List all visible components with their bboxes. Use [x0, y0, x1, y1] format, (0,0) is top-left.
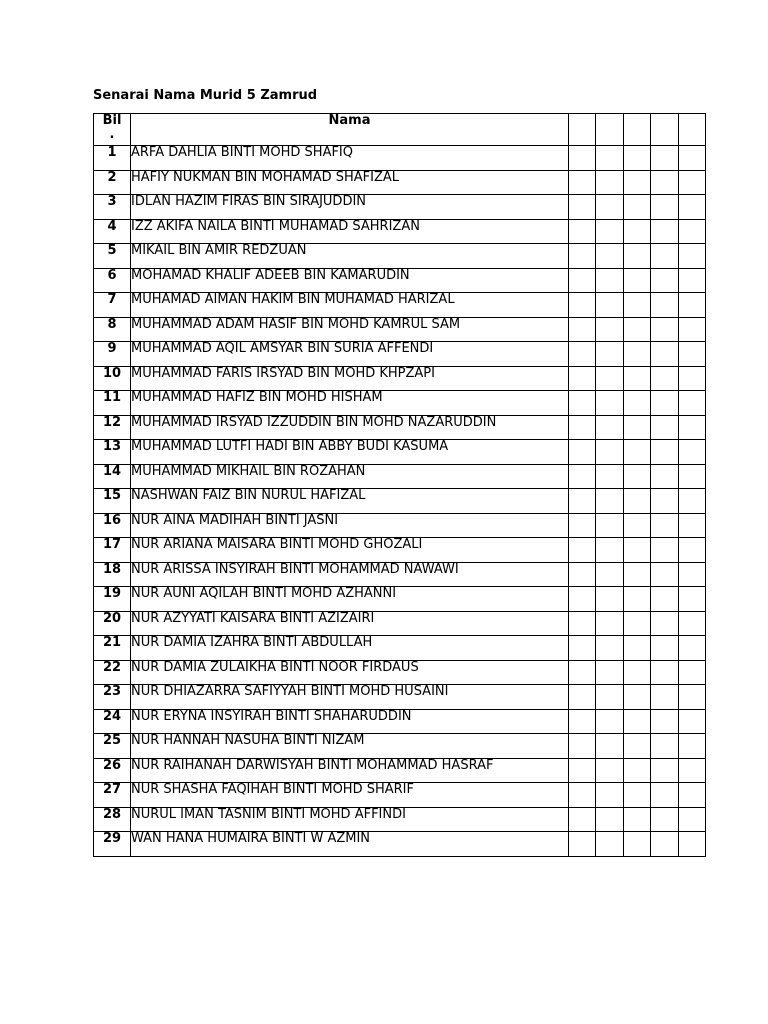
check-cell[interactable]	[651, 538, 678, 563]
check-cell[interactable]	[569, 660, 596, 685]
check-cell[interactable]	[596, 685, 623, 710]
check-cell[interactable]	[623, 195, 650, 220]
check-cell[interactable]	[651, 611, 678, 636]
header-bil	[94, 114, 131, 146]
check-cell[interactable]	[623, 660, 650, 685]
check-cell[interactable]	[596, 464, 623, 489]
table-row	[94, 293, 706, 318]
check-cell[interactable]	[651, 783, 678, 808]
check-cell[interactable]	[651, 832, 678, 857]
check-cell[interactable]	[678, 489, 705, 514]
check-cell[interactable]	[596, 660, 623, 685]
check-cell[interactable]	[651, 391, 678, 416]
check-cell[interactable]	[651, 293, 678, 318]
check-cell[interactable]	[569, 317, 596, 342]
check-cell[interactable]	[596, 832, 623, 857]
check-cell[interactable]	[596, 783, 623, 808]
check-cell[interactable]	[569, 709, 596, 734]
check-cell[interactable]	[651, 685, 678, 710]
row-number: 20	[94, 611, 131, 636]
check-cell[interactable]	[678, 807, 705, 832]
row-number: 24	[94, 709, 131, 734]
table-row	[94, 489, 706, 514]
check-cell[interactable]	[569, 268, 596, 293]
table-row	[94, 734, 706, 759]
student-name: NUR RAIHANAH DARWISYAH BINTI MOHAMMAD HASRAF	[131, 758, 569, 783]
row-number: 12	[94, 415, 131, 440]
check-cell[interactable]	[569, 538, 596, 563]
student-name: NUR DAMIA IZAHRA BINTI ABDULLAH	[131, 636, 569, 661]
check-cell[interactable]	[678, 611, 705, 636]
check-cell[interactable]	[569, 513, 596, 538]
check-cell[interactable]	[596, 611, 623, 636]
student-name: ARFA DAHLIA BINTI MOHD SHAFIQ	[131, 146, 569, 171]
check-cell[interactable]	[569, 342, 596, 367]
student-name: MOHAMAD KHALIF ADEEB BIN KAMARUDIN	[131, 268, 569, 293]
check-cell[interactable]	[569, 734, 596, 759]
check-cell[interactable]	[678, 170, 705, 195]
row-number: 4	[94, 219, 131, 244]
check-cell[interactable]	[623, 807, 650, 832]
check-cell[interactable]	[651, 366, 678, 391]
check-cell[interactable]	[651, 440, 678, 465]
check-cell[interactable]	[651, 489, 678, 514]
check-cell[interactable]	[678, 636, 705, 661]
row-number: 8	[94, 317, 131, 342]
check-cell[interactable]	[569, 415, 596, 440]
check-cell[interactable]	[623, 832, 650, 857]
student-name: MUHAMMAD HAFIZ BIN MOHD HISHAM	[131, 391, 569, 416]
check-cell[interactable]	[623, 440, 650, 465]
check-cell[interactable]	[651, 268, 678, 293]
student-name: MUHAMMAD IRSYAD IZZUDDIN BIN MOHD NAZARUDDIN	[131, 415, 569, 440]
check-cell[interactable]	[651, 219, 678, 244]
check-cell[interactable]	[623, 219, 650, 244]
table-row	[94, 636, 706, 661]
check-cell[interactable]	[623, 489, 650, 514]
check-cell[interactable]	[596, 293, 623, 318]
check-cell[interactable]	[678, 195, 705, 220]
check-cell[interactable]	[623, 415, 650, 440]
table-row	[94, 758, 706, 783]
row-number: 16	[94, 513, 131, 538]
student-name: NUR AINA MADIHAH BINTI JASNI	[131, 513, 569, 538]
row-number: 19	[94, 587, 131, 612]
check-cell[interactable]	[569, 587, 596, 612]
check-cell[interactable]	[623, 513, 650, 538]
table-row	[94, 244, 706, 269]
table-row	[94, 832, 706, 857]
header-check-cell	[569, 114, 596, 146]
check-cell[interactable]	[678, 268, 705, 293]
student-name: NUR SHASHA FAQIHAH BINTI MOHD SHARIF	[131, 783, 569, 808]
header-check-cell	[596, 114, 623, 146]
check-cell[interactable]	[678, 513, 705, 538]
check-cell[interactable]	[651, 562, 678, 587]
check-cell[interactable]	[596, 415, 623, 440]
check-cell[interactable]	[569, 562, 596, 587]
check-cell[interactable]	[623, 538, 650, 563]
check-cell[interactable]	[569, 440, 596, 465]
row-number: 21	[94, 636, 131, 661]
check-cell[interactable]	[569, 783, 596, 808]
check-cell[interactable]	[678, 219, 705, 244]
student-name: MUHAMMAD AQIL AMSYAR BIN SURIA AFFENDI	[131, 342, 569, 367]
check-cell[interactable]	[678, 685, 705, 710]
check-cell[interactable]	[569, 636, 596, 661]
student-name: MUHAMAD AIMAN HAKIM BIN MUHAMAD HARIZAL	[131, 293, 569, 318]
check-cell[interactable]	[651, 464, 678, 489]
student-name: MUHAMMAD MIKHAIL BIN ROZAHAN	[131, 464, 569, 489]
check-cell[interactable]	[678, 587, 705, 612]
student-name: NUR DAMIA ZULAIKHA BINTI NOOR FIRDAUS	[131, 660, 569, 685]
check-cell[interactable]	[651, 146, 678, 171]
check-cell[interactable]	[678, 293, 705, 318]
check-cell[interactable]	[596, 758, 623, 783]
check-cell[interactable]	[623, 611, 650, 636]
table-row	[94, 538, 706, 563]
row-number: 5	[94, 244, 131, 269]
table-row	[94, 660, 706, 685]
student-name: NUR ARISSA INSYIRAH BINTI MOHAMMAD NAWAWI	[131, 562, 569, 587]
table-row	[94, 440, 706, 465]
row-number: 22	[94, 660, 131, 685]
student-name: MIKAIL BIN AMIR REDZUAN	[131, 244, 569, 269]
check-cell[interactable]	[596, 709, 623, 734]
check-cell[interactable]	[651, 587, 678, 612]
table-row	[94, 709, 706, 734]
check-cell[interactable]	[596, 195, 623, 220]
check-cell[interactable]	[596, 587, 623, 612]
row-number: 10	[94, 366, 131, 391]
check-cell[interactable]	[569, 146, 596, 171]
table-row	[94, 170, 706, 195]
check-cell[interactable]	[651, 513, 678, 538]
check-cell[interactable]	[569, 219, 596, 244]
student-name: NUR DHIAZARRA SAFIYYAH BINTI MOHD HUSAINI	[131, 685, 569, 710]
table-row	[94, 807, 706, 832]
student-name: NURUL IMAN TASNIM BINTI MOHD AFFINDI	[131, 807, 569, 832]
student-name: HAFIY NUKMAN BIN MOHAMAD SHAFIZAL	[131, 170, 569, 195]
check-cell[interactable]	[596, 170, 623, 195]
check-cell[interactable]	[651, 317, 678, 342]
check-cell[interactable]	[623, 293, 650, 318]
student-name: WAN HANA HUMAIRA BINTI W AZMIN	[131, 832, 569, 857]
check-cell[interactable]	[678, 342, 705, 367]
check-cell[interactable]	[596, 268, 623, 293]
check-cell[interactable]	[651, 244, 678, 269]
row-number: 25	[94, 734, 131, 759]
check-cell[interactable]	[678, 832, 705, 857]
check-cell[interactable]	[596, 513, 623, 538]
row-number: 3	[94, 195, 131, 220]
table-row	[94, 391, 706, 416]
check-cell[interactable]	[596, 244, 623, 269]
check-cell[interactable]	[596, 342, 623, 367]
student-name: NUR ERYNA INSYIRAH BINTI SHAHARUDDIN	[131, 709, 569, 734]
check-cell[interactable]	[651, 734, 678, 759]
check-cell[interactable]	[623, 268, 650, 293]
check-cell[interactable]	[623, 758, 650, 783]
check-cell[interactable]	[569, 293, 596, 318]
check-cell[interactable]	[678, 709, 705, 734]
check-cell[interactable]	[623, 783, 650, 808]
check-cell[interactable]	[678, 734, 705, 759]
check-cell[interactable]	[623, 146, 650, 171]
check-cell[interactable]	[651, 807, 678, 832]
table-row	[94, 783, 706, 808]
check-cell[interactable]	[569, 366, 596, 391]
check-cell[interactable]	[596, 317, 623, 342]
check-cell[interactable]	[623, 464, 650, 489]
table-row	[94, 587, 706, 612]
check-cell[interactable]	[623, 709, 650, 734]
header-nama: Nama	[131, 114, 569, 146]
row-number: 13	[94, 440, 131, 465]
table-row	[94, 611, 706, 636]
student-name: MUHAMMAD LUTFI HADI BIN ABBY BUDI KASUMA	[131, 440, 569, 465]
check-cell[interactable]	[678, 660, 705, 685]
check-cell[interactable]	[569, 832, 596, 857]
row-number: 28	[94, 807, 131, 832]
header-check-cell	[623, 114, 650, 146]
check-cell[interactable]	[569, 611, 596, 636]
check-cell[interactable]	[651, 709, 678, 734]
student-list-table	[93, 113, 706, 857]
table-row	[94, 317, 706, 342]
check-cell[interactable]	[623, 244, 650, 269]
header-check-cell	[678, 114, 705, 146]
check-cell[interactable]	[651, 195, 678, 220]
check-cell[interactable]	[596, 562, 623, 587]
row-number: 26	[94, 758, 131, 783]
check-cell[interactable]	[596, 807, 623, 832]
check-cell[interactable]	[678, 244, 705, 269]
check-cell[interactable]	[569, 758, 596, 783]
check-cell[interactable]	[651, 660, 678, 685]
student-name: NUR AZYYATI KAISARA BINTI AZIZAIRI	[131, 611, 569, 636]
student-name: NUR ARIANA MAISARA BINTI MOHD GHOZALI	[131, 538, 569, 563]
table-row	[94, 562, 706, 587]
check-cell[interactable]	[651, 415, 678, 440]
table-body	[94, 146, 706, 857]
check-cell[interactable]	[623, 587, 650, 612]
table-row	[94, 195, 706, 220]
check-cell[interactable]	[651, 758, 678, 783]
check-cell[interactable]	[623, 391, 650, 416]
table-row	[94, 415, 706, 440]
row-number: 15	[94, 489, 131, 514]
check-cell[interactable]	[651, 170, 678, 195]
check-cell[interactable]	[678, 317, 705, 342]
check-cell[interactable]	[678, 562, 705, 587]
page-title: Senarai Nama Murid 5 Zamrud	[93, 88, 318, 103]
row-number: 29	[94, 832, 131, 857]
table-row	[94, 268, 706, 293]
check-cell[interactable]	[596, 391, 623, 416]
check-cell[interactable]	[623, 734, 650, 759]
check-cell[interactable]	[569, 464, 596, 489]
student-name: MUHAMMAD ADAM HASIF BIN MOHD KAMRUL SAM	[131, 317, 569, 342]
row-number: 18	[94, 562, 131, 587]
check-cell[interactable]	[596, 636, 623, 661]
check-cell[interactable]	[678, 758, 705, 783]
check-cell[interactable]	[678, 464, 705, 489]
table-row	[94, 342, 706, 367]
check-cell[interactable]	[678, 366, 705, 391]
check-cell[interactable]	[596, 219, 623, 244]
check-cell[interactable]	[569, 170, 596, 195]
check-cell[interactable]	[569, 489, 596, 514]
check-cell[interactable]	[569, 685, 596, 710]
row-number: 6	[94, 268, 131, 293]
row-number: 11	[94, 391, 131, 416]
check-cell[interactable]	[623, 636, 650, 661]
student-name: MUHAMMAD FARIS IRSYAD BIN MOHD KHPZAPI	[131, 366, 569, 391]
row-number: 27	[94, 783, 131, 808]
row-number: 9	[94, 342, 131, 367]
table-row	[94, 219, 706, 244]
check-cell[interactable]	[569, 195, 596, 220]
table-row	[94, 146, 706, 171]
check-cell[interactable]	[623, 170, 650, 195]
row-number: 17	[94, 538, 131, 563]
check-cell[interactable]	[678, 538, 705, 563]
student-name: IZZ AKIFA NAILA BINTI MUHAMAD SAHRIZAN	[131, 219, 569, 244]
check-cell[interactable]	[623, 562, 650, 587]
check-cell[interactable]	[623, 342, 650, 367]
check-cell[interactable]	[596, 366, 623, 391]
check-cell[interactable]	[596, 734, 623, 759]
table-row	[94, 513, 706, 538]
check-cell[interactable]	[569, 807, 596, 832]
row-number: 23	[94, 685, 131, 710]
table-header-row	[94, 114, 706, 146]
check-cell[interactable]	[651, 342, 678, 367]
check-cell[interactable]	[596, 440, 623, 465]
student-name: NUR HANNAH NASUHA BINTI NIZAM	[131, 734, 569, 759]
check-cell[interactable]	[569, 244, 596, 269]
student-name: NASHWAN FAIZ BIN NURUL HAFIZAL	[131, 489, 569, 514]
header-check-cell	[651, 114, 678, 146]
check-cell[interactable]	[678, 391, 705, 416]
check-cell[interactable]	[623, 317, 650, 342]
check-cell[interactable]	[569, 391, 596, 416]
check-cell[interactable]	[678, 440, 705, 465]
table-row	[94, 685, 706, 710]
table-row	[94, 366, 706, 391]
header-bil-text: Bil .	[102, 113, 122, 142]
check-cell[interactable]	[623, 685, 650, 710]
row-number: 1	[94, 146, 131, 171]
row-number: 2	[94, 170, 131, 195]
check-cell[interactable]	[623, 366, 650, 391]
row-number: 14	[94, 464, 131, 489]
check-cell[interactable]	[596, 146, 623, 171]
check-cell[interactable]	[651, 636, 678, 661]
check-cell[interactable]	[678, 146, 705, 171]
check-cell[interactable]	[678, 783, 705, 808]
table-row	[94, 464, 706, 489]
student-name: IDLAN HAZIM FIRAS BIN SIRAJUDDIN	[131, 195, 569, 220]
check-cell[interactable]	[596, 538, 623, 563]
check-cell[interactable]	[596, 489, 623, 514]
check-cell[interactable]	[678, 415, 705, 440]
student-name: NUR AUNI AQILAH BINTI MOHD AZHANNI	[131, 587, 569, 612]
row-number: 7	[94, 293, 131, 318]
